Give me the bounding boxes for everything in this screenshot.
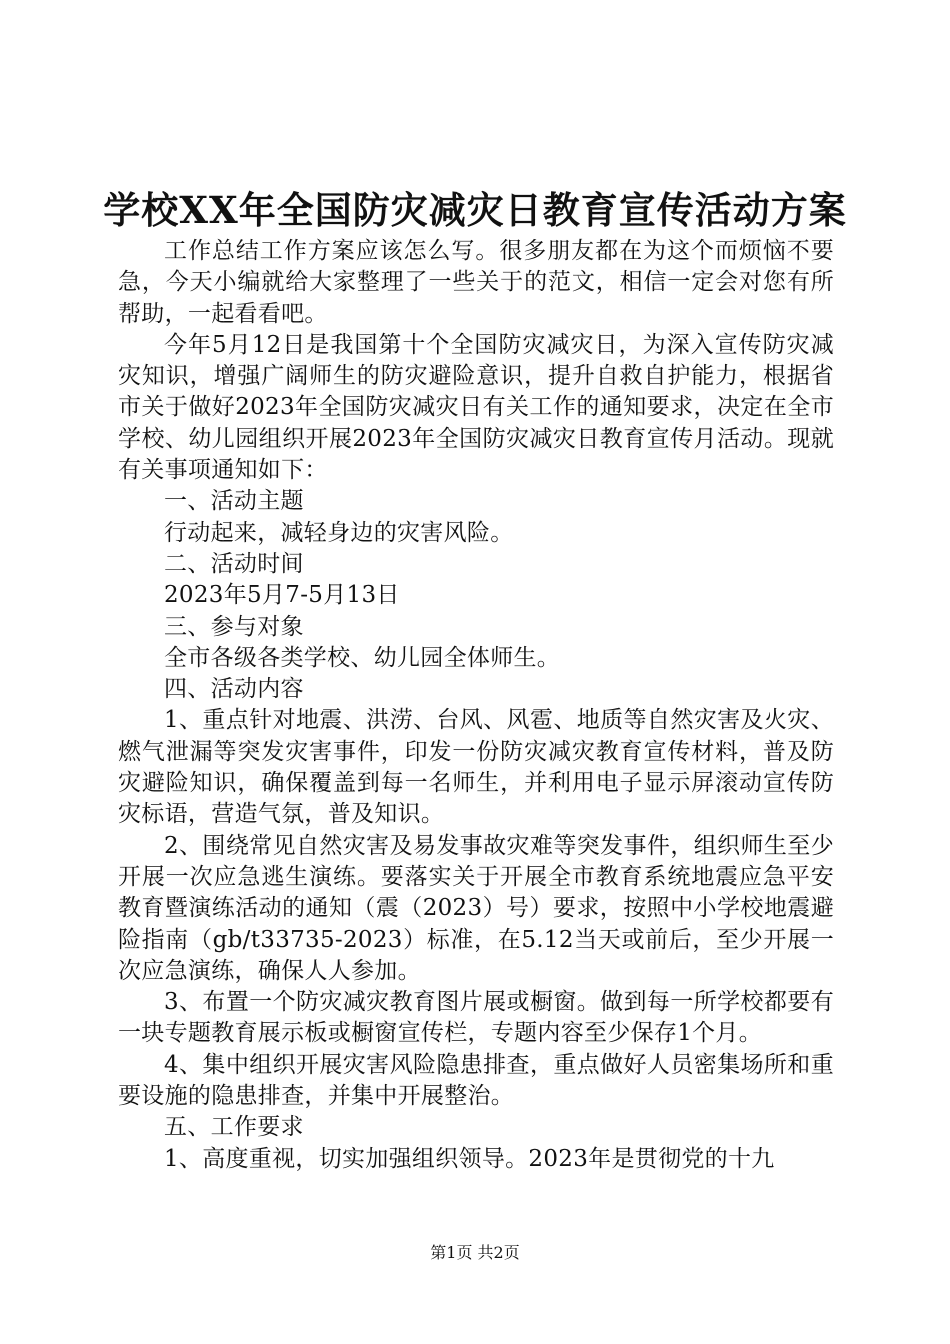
paragraph: 全市各级各类学校、幼儿园全体师生。 — [164, 644, 561, 671]
paragraph: 1、高度重视，切实加强组织领导。2023年是贯彻党的十九 — [164, 1145, 775, 1172]
section-heading: 二、活动时间 — [164, 550, 304, 577]
paragraph: 工作总结工作方案应该怎么写。很多朋友都在为这个而烦恼不要急，今天小编就给大家整理了一些关于的范文，相信一定会对您有所帮助，一起看看吧。 — [118, 238, 834, 327]
paragraph: 2、围绕常见自然灾害及易发事故灾难等突发事件，组织师生至少开展一次应急逃生演练。要落实关于开展全市教育系统地震应急平安教育暨演练活动的通知（震（2023）号）要求，按照中小学校地震避险指南（gb/t33735-2023）标准，在5.12当天或前后，至少开展一次应急演练，确保人人参加。 — [118, 832, 834, 984]
document-title: 学校XX年全国防灾减灾日教育宣传活动方案 — [103, 188, 847, 232]
paragraph: 今年5月12日是我国第十个全国防灾减灾日，为深入宣传防灾减灾知识，增强广阔师生的防灾避险意识，提升自救自护能力，根据省市关于做好2023年全国防灾减灾日有关工作的通知要求，决定在全市学校、幼儿园组织开展2023年全国防灾减灾日教育宣传月活动。现就有关事项通知如下： — [118, 331, 834, 484]
section-heading: 一、活动主题 — [164, 488, 304, 515]
paragraph: 4、集中组织开展灾害风险隐患排查，重点做好人员密集场所和重要设施的隐患排查，并集中开展整治。 — [118, 1051, 834, 1110]
paragraph: 2023年5月7-5月13日 — [164, 582, 400, 609]
paragraph: 3、布置一个防灾减灾教育图片展或橱窗。做到每一所学校都要有一块专题教育展示板或橱窗宣传栏，专题内容至少保存1个月。 — [118, 989, 834, 1047]
section-heading: 五、工作要求 — [164, 1114, 304, 1141]
section-heading: 三、参与对象 — [164, 613, 304, 640]
section-heading: 四、活动内容 — [164, 676, 304, 703]
paragraph: 行动起来，减轻身边的灾害风险。 — [164, 519, 514, 546]
document-body — [118, 236, 834, 1175]
page-number-footer: 第1页 共2页 — [430, 1243, 520, 1262]
paragraph: 1、重点针对地震、洪涝、台风、风雹、地质等自然灾害及火灾、燃气泄漏等突发灾害事件，印发一份防灾减灾教育宣传材料，普及防灾避险知识，确保覆盖到每一名师生，并利用电子显示屏滚动宣传防灾标语，营造气氛，普及知识。 — [118, 707, 834, 828]
